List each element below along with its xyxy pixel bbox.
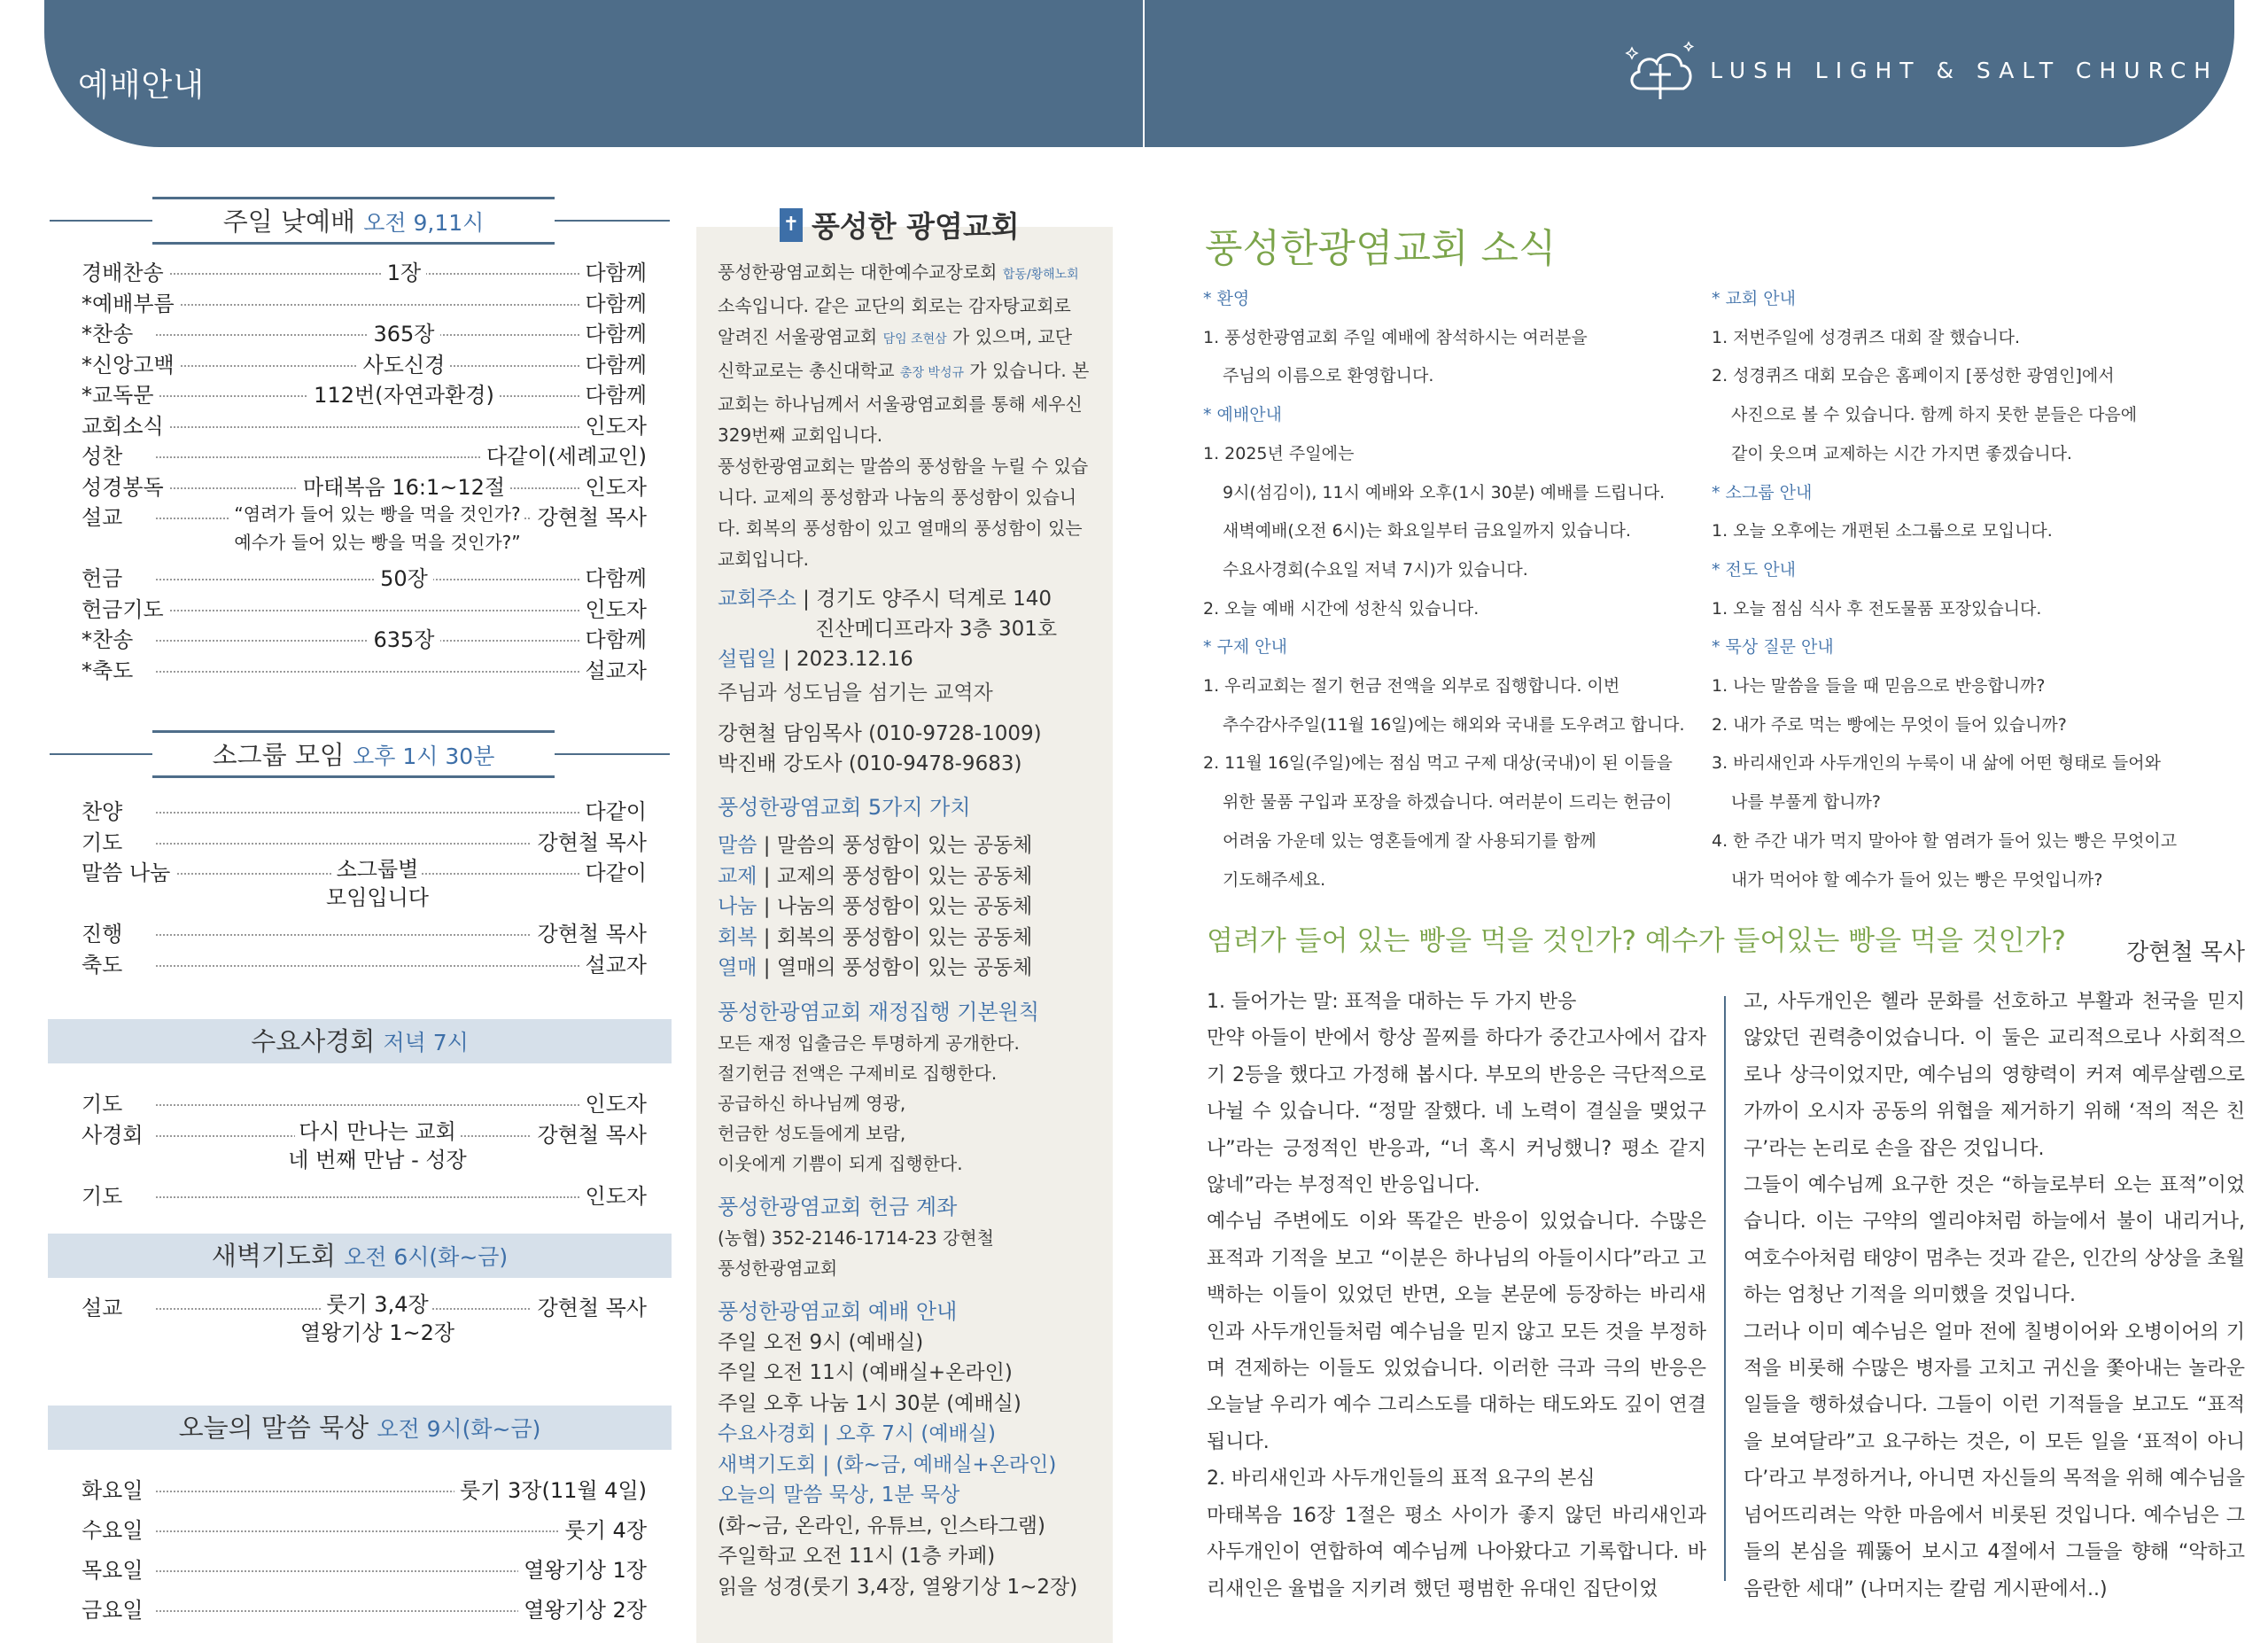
- value-key: 열매: [718, 956, 757, 979]
- service-guide-list: [718, 1328, 1100, 1603]
- order-leader: 다함께: [579, 347, 647, 378]
- order-detail-text: 365장: [369, 322, 440, 347]
- order-row: [50, 1511, 670, 1551]
- order-detail-text: 635장: [369, 627, 440, 652]
- dotted-leader: [156, 610, 643, 611]
- value-text: 나눔의 풍성함이 있는 공동체: [776, 895, 1033, 918]
- news-item: 새벽예배(오전 6시)는 화요일부터 금요일까지 있습니다.: [1223, 521, 1631, 541]
- news-item: 1. 풍성한광염교회 주일 예배에 참석하시는 여러분을: [1203, 327, 1588, 347]
- news-item: 9시(섬김이), 11시 예배와 오후(1시 30분) 예배를 드립니다.: [1223, 482, 1666, 502]
- news-item: 1. 나는 말씀을 들을 때 믿음으로 반응합니까?: [1712, 676, 2046, 697]
- church-info-content: [718, 257, 1100, 1602]
- news-item: 수요사경회(수요일 저녁 7시)가 있습니다.: [1223, 559, 1528, 580]
- order-detail: [271, 622, 537, 653]
- order-row: [50, 346, 670, 377]
- news-item: 2. 오늘 예배 시간에 성찬식 있습니다.: [1203, 598, 1480, 619]
- order-row: [50, 376, 670, 407]
- order-detail-line: “염려가 들어 있는 빵을 먹을 것인가?: [230, 503, 524, 525]
- news-item: 2. 11월 16일(주일)에는 점심 먹고 구제 대상(국내)이 된 이들을: [1203, 753, 1673, 774]
- order-leader: 강현철 목사: [532, 825, 647, 856]
- order-label: 기도: [82, 825, 128, 856]
- dotted-leader: [156, 1196, 643, 1198]
- order-row: [50, 468, 670, 499]
- order-label: 교회소식: [82, 409, 169, 440]
- sermon-title: 염려가 들어 있는 빵을 먹을 것인가? 예수가 들어있는 빵을 먹을 것인가?: [1207, 925, 2066, 957]
- order-leader: 룻기 3장(11월 4일): [454, 1473, 647, 1504]
- order-row: [50, 1591, 670, 1631]
- staff-title: 주님과 성도님을 섬기는 교역자: [718, 681, 993, 705]
- order-row: [50, 792, 670, 823]
- order-label: 성경봉독: [82, 470, 169, 501]
- order-row: [50, 559, 670, 590]
- order-label: 수요일: [82, 1513, 149, 1544]
- value-item: 나눔 | 나눔의 풍성함이 있는 공동체: [718, 895, 1033, 918]
- order-detail-text: 1장: [382, 261, 426, 285]
- order-leader: 다함께: [579, 255, 647, 286]
- essay-paragraph: 1. 들어가는 말: 표적을 대하는 두 가지 반응: [1207, 991, 1577, 1013]
- value-text: 열매의 풍성함이 있는 공동체: [776, 956, 1033, 979]
- news-heading: * 소그룹 안내: [1712, 482, 1813, 502]
- order-row: [50, 620, 670, 651]
- order-label: 기도: [82, 1086, 128, 1117]
- cross-icon: ✝: [780, 208, 803, 242]
- news-item: 내가 먹어야 할 예수가 들어 있는 빵은 무엇입니까?: [1731, 869, 2103, 890]
- news-item: 사진으로 볼 수 있습니다. 함께 하지 못한 분들은 다음에: [1731, 405, 2138, 425]
- order-leader: 설교자: [579, 653, 647, 684]
- order-leader: 다같이: [579, 794, 647, 825]
- church-brand: ✝ 풍성한 광염교회: [780, 204, 1020, 245]
- order-detail-text: 50장: [375, 566, 433, 591]
- finance-title: 풍성한광염교회 재정집행 기본원칙: [718, 999, 1040, 1024]
- value-key: 회복: [718, 925, 757, 949]
- news-item: 같이 웃으며 교제하는 시간 가지면 좋겠습니다.: [1731, 443, 2072, 463]
- order-row: [50, 1085, 670, 1116]
- news-item: 1. 2025년 주일에는: [1203, 443, 1355, 463]
- order-label: 헌금기도: [82, 592, 169, 623]
- news-left-column: [1203, 280, 1699, 899]
- order-leader: 다같이: [579, 855, 647, 886]
- order-detail: [271, 316, 537, 347]
- order-label: *찬송: [82, 622, 138, 653]
- service-item: (화~금, 온라인, 유튜브, 인스타그램): [718, 1514, 1045, 1538]
- order-row: [50, 1471, 670, 1511]
- order-row: [50, 590, 670, 621]
- wednesday-title: 수요사경회 저녁 7시: [48, 1019, 672, 1063]
- order-label: 기도: [82, 1179, 128, 1210]
- order-detail: [191, 855, 563, 912]
- small-group-section: [50, 730, 670, 976]
- order-row: [50, 946, 670, 977]
- order-detail-text: 112번(자연과환경): [308, 383, 500, 408]
- news-heading: * 묵상 질문 안내: [1712, 637, 1834, 658]
- order-leader: 인도자: [579, 470, 647, 501]
- order-leader: 강현철 목사: [532, 500, 647, 531]
- order-label: 성찬: [82, 439, 128, 470]
- sunday-service-title: 주일 낮예배 오전 9,11시: [50, 197, 670, 245]
- service-item: 새벽기도회 | (화~금, 예배실+온라인): [718, 1452, 1057, 1476]
- order-row: [50, 315, 670, 346]
- today-word-list: [50, 1471, 670, 1631]
- sermon-text-left: [1207, 984, 1706, 1608]
- value-item: 회복 | 회복의 풍성함이 있는 공동체: [718, 925, 1033, 949]
- essay-paragraph: 만약 아들이 반에서 항상 꼴찌를 하다가 중간고사에서 갑자기 2등을 했다고 가정해 봅시다. 부모의 반응은 극단적으로 나뉠 수 있습니다. “정말 잘했다. 네 노력이 결실을 맺었구나”라는 긍정적인 반응과, “너 혹시 커닝했니? 평소 같지 않네”라는 부정적인 반응입니다.: [1207, 1027, 1706, 1197]
- order-row: [50, 253, 670, 284]
- small-group-title: 소그룹 모임 오후 1시 30분: [50, 730, 670, 778]
- news-item: 2. 내가 주로 먹는 빵에는 무엇이 들어 있습니까?: [1712, 714, 2067, 735]
- order-row: [50, 437, 670, 468]
- news-item: 주님의 이름으로 환영합니다.: [1223, 366, 1434, 386]
- service-item: 주일 오전 9시 (예배실): [718, 1330, 924, 1354]
- news-item: 추수감사주일(11월 16일)에는 해외와 국내를 도우려고 합니다.: [1223, 714, 1685, 735]
- order-detail: [271, 470, 537, 501]
- news-heading: * 구제 안내: [1203, 637, 1287, 658]
- news-item: 4. 한 주간 내가 먹지 말아야 할 염려가 들어 있는 빵은 무엇이고: [1712, 830, 2178, 851]
- service-item: 주일 오후 나눔 1시 30분 (예배실): [718, 1391, 1021, 1415]
- service-item: 주일 오전 11시 (예배실+온라인): [718, 1361, 1013, 1384]
- order-leader: 다함께: [579, 622, 647, 653]
- order-row: [50, 407, 670, 438]
- account-title: 풍성한광염교회 헌금 계좌: [718, 1194, 958, 1219]
- value-key: 말씀: [718, 834, 757, 857]
- order-row: [50, 1177, 670, 1208]
- header-band-left: [44, 0, 1143, 147]
- order-detail: [191, 1290, 563, 1347]
- service-item: 오늘의 말씀 묵상, 1분 묵상: [718, 1483, 960, 1507]
- order-label: *예배부름: [82, 286, 180, 317]
- service-guide-title: 풍성한광염교회 예배 안내: [718, 1298, 958, 1324]
- order-leader: 인도자: [579, 592, 647, 623]
- essay-paragraph: 2. 바리새인과 사두개인들의 표적 요구의 본심: [1207, 1468, 1596, 1491]
- order-label: 설교: [82, 1290, 128, 1321]
- news-heading: * 교회 안내: [1712, 289, 1796, 308]
- church-founded: 설립일 | 2023.12.16: [718, 648, 913, 671]
- news-item: 2. 성경퀴즈 대회 모습은 홈페이지 [풍성한 광염인]에서: [1712, 366, 2115, 386]
- essay-paragraph: 마태복음 16장 1절은 평소 사이가 좋지 않던 바리새인과 사두개인이 연합하여 예수님께 나아왔다고 기록합니다. 바리새인은 율법을 지키려 했던 평범한 유대인 집단이었: [1207, 1504, 1706, 1600]
- order-row: [50, 853, 670, 915]
- order-leader: 강현철 목사: [532, 1117, 647, 1149]
- order-leader: 다함께: [579, 286, 647, 317]
- order-label: *교독문: [82, 378, 159, 409]
- order-detail: [271, 255, 537, 286]
- news-item: 1. 오늘 점심 식사 후 전도물품 포장있습니다.: [1712, 598, 2042, 619]
- order-leader: 룻기 4장: [560, 1513, 647, 1544]
- order-leader: 인도자: [579, 409, 647, 440]
- news-heading: * 전도 안내: [1712, 559, 1796, 580]
- order-row: [50, 823, 670, 854]
- account-info: (농협) 352-2146-1714-23 강현철 풍성한광염교회: [718, 1226, 994, 1279]
- order-leader: 다같이(세례교인): [481, 439, 647, 470]
- service-item: 주일학교 오전 11시 (1층 카페): [718, 1545, 996, 1568]
- news-item: 위한 물품 구입과 포장을 하겠습니다. 여러분이 드리는 헌금이: [1223, 792, 1673, 813]
- order-leader: 강현철 목사: [532, 1290, 647, 1321]
- news-heading: * 예배안내: [1203, 405, 1282, 425]
- order-leader: 열왕기상 1장: [518, 1553, 647, 1584]
- essay-paragraph: 그러나 이미 예수님은 얼마 전에 칠병이어와 오병이어의 기적을 비롯해 수많은 병자를 고치고 귀신을 쫓아내는 놀라운 일들을 행하셨습니다. 그들이 이런 기적들을 보고도 “표적을 보여달라”고 요구하는 것은, 이 모든 일을 ‘표적이 아니다’라고 부정하거나, 아니면 자신들의 목적을 위해 예수님을 넘어뜨리려는 악한 마음에서 비롯된 것입니다. 예수님은 그들의 본심을 꿰뚫어 보시고 4절에서 그들을 향해 “악하고 음란한 세대” (나머지는 칼럼 게시판에서..): [1744, 1320, 2245, 1600]
- dotted-leader: [156, 304, 643, 306]
- order-detail-text: 사도신경: [358, 353, 451, 378]
- dotted-leader: [156, 426, 643, 428]
- value-key: 나눔: [718, 895, 757, 918]
- essay-paragraph: 예수님 주변에도 이와 똑같은 반응이 있었습니다. 수많은 표적과 기적을 보고 “이분은 하나님의 아들이시다”라고 고백하는 이들이 있었던 반면, 오늘 본문에 등장하는 바리새인과 사두개인들처럼 예수님을 믿지 않고 모든 것을 부정하며 견제하는 이들도 있었습니다. 이러한 극과 극의 반응은 오늘날 우리가 예수 그리스도를 대하는 태도와도 깊이 연결됩니다.: [1207, 1211, 1706, 1453]
- order-leader: 다함께: [579, 316, 647, 347]
- news-item: 어려움 가운데 있는 영혼들에게 잘 사용되기를 함께: [1223, 830, 1596, 851]
- sermon-text-right: [1744, 984, 2245, 1608]
- page-title: 예배안내: [78, 67, 206, 104]
- order-row: [50, 651, 670, 682]
- order-detail: [191, 500, 563, 557]
- order-detail: [271, 378, 537, 409]
- order-label: 축도: [82, 947, 128, 978]
- order-label: 목요일: [82, 1553, 149, 1584]
- news-item: 3. 바리새인과 사두개인의 누룩이 내 삶에 어떤 형태로 들어와: [1712, 753, 2161, 774]
- order-leader: 강현철 목사: [532, 916, 647, 947]
- today-word-section: [50, 1406, 670, 1631]
- dotted-leader: [156, 812, 643, 814]
- order-row: [50, 1551, 670, 1591]
- small-group-order-list: [50, 792, 670, 976]
- sunday-order-list: [50, 253, 670, 681]
- dawn-prayer-section: [50, 1234, 670, 1350]
- service-item: 수요사경회 | 오후 7시 (예배실): [718, 1422, 996, 1445]
- wednesday-section: [50, 1019, 670, 1207]
- today-word-title: 오늘의 말씀 묵상 오전 9시(화~금): [48, 1406, 672, 1450]
- value-text: 말씀의 풍성함이 있는 공동체: [776, 834, 1033, 857]
- order-label: 경배찬송: [82, 255, 169, 286]
- order-row: [50, 284, 670, 315]
- order-detail-line: 소그룹별: [333, 857, 423, 882]
- order-row: [50, 1116, 670, 1177]
- order-detail: [271, 347, 537, 378]
- order-label: *찬송: [82, 316, 138, 347]
- dotted-leader: [156, 671, 643, 673]
- essay-paragraph: 그들이 예수님께 요구한 것은 “하늘로부터 오는 표적”이었습니다. 이는 구약의 엘리야처럼 하늘에서 불이 내리거나, 여호수아처럼 태양이 멈추는 것과 같은, 인간의 상상을 초월하는 엄청난 기적을 의미했을 것입니다.: [1744, 1174, 2245, 1307]
- dotted-leader: [156, 965, 643, 967]
- finance-list: 모든 재정 입출금은 투명하게 공개한다. 절기헌금 전액은 구제비로 집행한다. 공급하신 하나님께 영광, 헌금한 성도들에게 보람, 이웃에게 기쁨이 되게 집행한다.: [718, 1032, 1020, 1174]
- order-detail-text: 마태복음 16:1~12절: [298, 475, 510, 500]
- order-label: 사경회: [82, 1117, 149, 1149]
- wednesday-order-list: [50, 1085, 670, 1207]
- essay-paragraph: 고, 사두개인은 헬라 문화를 선호하고 부활과 천국을 믿지 않았던 권력층이었습니다. 이 둘은 교리적으로나 사회적으로나 상극이었지만, 예수님의 영향력이 커져 예루살렘으로 가까이 오시자 공동의 위협을 제거하기 위해 ‘적의 적은 친구’라는 논리로 손을 잡은 것입니다.: [1744, 991, 2245, 1160]
- order-detail-line: 네 번째 만남 - 성장: [284, 1148, 470, 1172]
- order-leader: 다함께: [579, 561, 647, 592]
- order-detail-line: 열왕기상 1~2장: [297, 1320, 458, 1345]
- order-row: [50, 1289, 670, 1350]
- order-label: *축도: [82, 653, 138, 684]
- intro-paragraph: 풍성한광염교회는 대한예수교장로회 합동/황해노회 소속입니다. 같은 교단의 회로는 감자탕교회로 알려진 서울광염교회 담임 조현삼 가 있으며, 교단 신학교로는 총신대학교 총장 박성규 가 있습니다. 본 교회는 하나님께서 서울광염교회를 통해 세우신 329번째 교회입니다. 풍성한광염교회는 말씀의 풍성함을 누릴 수 있습 니다. 교제의 풍성함과 나눔의 풍성함이 있습니 다. 회복의 풍성함이 있고 열매의 풍성함이 있는 교회입니다.: [718, 261, 1090, 570]
- order-label: 설교: [82, 500, 128, 531]
- order-row: [50, 915, 670, 946]
- order-label: 화요일: [82, 1473, 149, 1504]
- news-item: 나를 부풀게 합니까?: [1731, 792, 1881, 813]
- order-leader: 열왕기상 2장: [518, 1592, 647, 1624]
- order-leader: 인도자: [579, 1086, 647, 1117]
- column-divider: [1724, 996, 1726, 1581]
- value-item: 열매 | 열매의 풍성함이 있는 공동체: [718, 956, 1033, 979]
- value-key: 교제: [718, 864, 757, 888]
- order-label: *신앙고백: [82, 347, 180, 378]
- church-logo: [1625, 39, 2218, 101]
- order-leader: 설교자: [579, 947, 647, 978]
- order-detail-line: 룻기 3,4장: [322, 1292, 431, 1317]
- dawn-prayer-title: 새벽기도회 오전 6시(화~금): [48, 1234, 672, 1278]
- values-title: 풍성한광염교회 5가지 가치: [718, 795, 971, 820]
- value-text: 회복의 풍성함이 있는 공동체: [776, 925, 1033, 949]
- cloud-cross-icon: [1625, 39, 1697, 101]
- news-right-column: [1712, 280, 2225, 899]
- order-label: 진행: [82, 916, 128, 947]
- order-detail-line: 모임입니다: [322, 885, 432, 910]
- order-label: 금요일: [82, 1592, 149, 1624]
- news-heading: * 환영: [1203, 289, 1250, 308]
- value-item: 말씀 | 말씀의 풍성함이 있는 공동체: [718, 834, 1033, 857]
- sermon-author: 강현철 목사: [2126, 939, 2245, 966]
- values-list: [718, 830, 1100, 984]
- order-label: 말씀 나눔: [82, 855, 175, 886]
- order-detail: [191, 1117, 563, 1174]
- dawn-order-list: [50, 1289, 670, 1350]
- news-item: 1. 오늘 오후에는 개편된 소그룹으로 모입니다.: [1712, 521, 2053, 541]
- news-item: 1. 우리교회는 절기 헌금 전액을 외부로 집행합니다. 이번: [1203, 676, 1620, 697]
- service-item: 읽을 성경(룻기 3,4장, 열왕기상 1~2장): [718, 1575, 1078, 1599]
- sunday-service-section: [50, 197, 670, 681]
- news-item: 기도해주세요.: [1223, 869, 1326, 890]
- order-label: 찬양: [82, 794, 128, 825]
- church-address: 교회주소 | 경기도 양주시 덕계로 140 진산메디프라자 3층 301호: [718, 588, 1058, 641]
- dotted-leader: [156, 1104, 643, 1106]
- value-text: 교제의 풍성함이 있는 공동체: [776, 864, 1033, 888]
- news-title: 풍성한광염교회 소식: [1205, 226, 1557, 271]
- order-leader: 다함께: [579, 378, 647, 409]
- order-detail-line: 예수가 들어 있는 빵을 먹을 것인가?”: [230, 532, 524, 553]
- order-row: [50, 498, 670, 559]
- value-item: 교제 | 교제의 풍성함이 있는 공동체: [718, 864, 1033, 888]
- staff-list: 강현철 담임목사 (010-9728-1009) 박진배 강도사 (010-9478-9683): [718, 722, 1042, 775]
- order-label: 헌금: [82, 561, 128, 592]
- order-detail-line: 다시 만나는 교회: [295, 1119, 460, 1144]
- church-name: LUSH LIGHT & SALT CHURCH: [1710, 57, 2218, 83]
- news-item: 1. 저번주일에 성경퀴즈 대회 잘 했습니다.: [1712, 327, 2021, 347]
- order-detail: [271, 561, 537, 592]
- order-leader: 인도자: [579, 1179, 647, 1210]
